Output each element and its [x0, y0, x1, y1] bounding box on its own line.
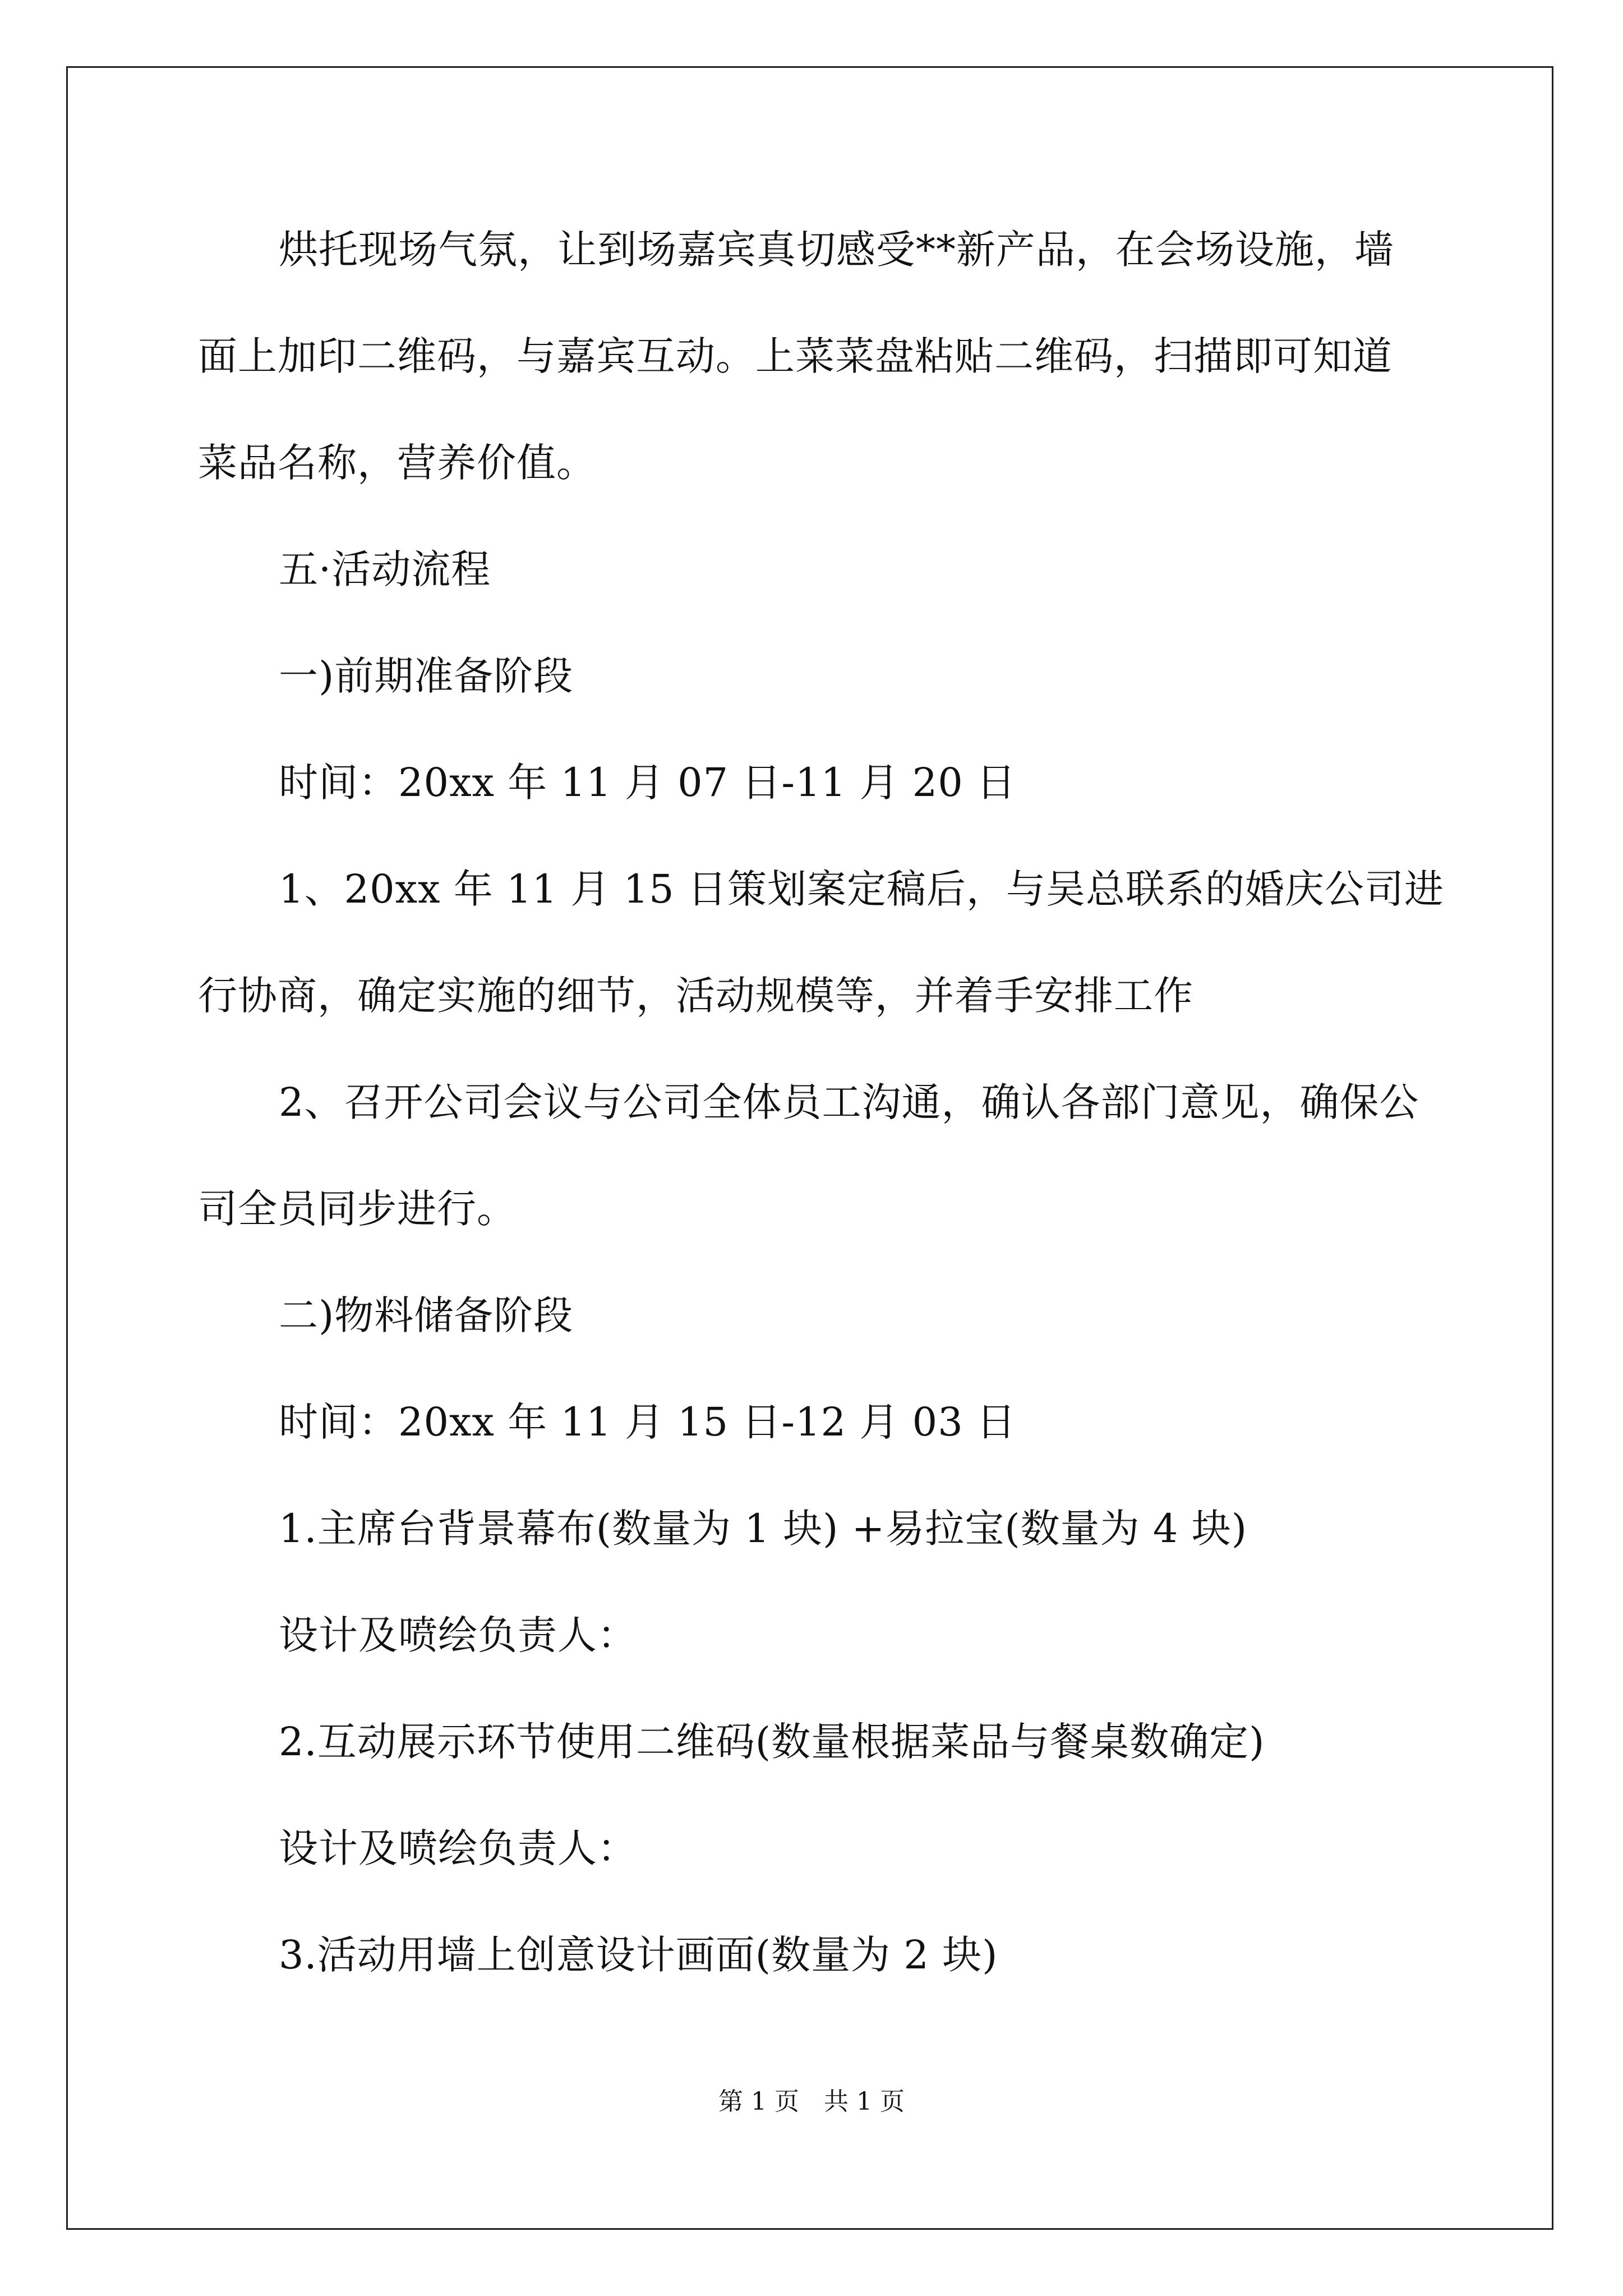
list-item: 1.主席台背景幕布(数量为 1 块) +易拉宝(数量为 4 块)	[279, 1506, 1248, 1552]
page-border	[66, 66, 1553, 2230]
page-footer: 第 1 页 共 1 页	[718, 2087, 905, 2116]
paragraph-line: 1、20xx 年 11 月 15 日策划案定稿后，与吴总联系的婚庆公司进	[279, 866, 1444, 912]
subsection-heading: 二)物料储备阶段	[279, 1292, 574, 1338]
time-line: 时间：20xx 年 11 月 07 日-11 月 20 日	[279, 760, 1016, 806]
subsection-heading: 一)前期准备阶段	[279, 653, 574, 699]
paragraph-line: 烘托现场气氛，让到场嘉宾真切感受**新产品，在会场设施，墙	[279, 227, 1394, 273]
list-item: 2.互动展示环节使用二维码(数量根据菜品与餐桌数确定)	[279, 1719, 1265, 1765]
paragraph-line: 行协商，确定实施的细节，活动规模等，并着手安排工作	[198, 973, 1193, 1019]
paragraph-line: 面上加印二维码，与嘉宾互动。上菜菜盘粘贴二维码，扫描即可知道	[198, 333, 1393, 379]
responsible-label: 设计及喷绘负责人：	[279, 1825, 637, 1871]
list-item: 3.活动用墙上创意设计画面(数量为 2 块)	[279, 1932, 998, 1978]
paragraph-line: 菜品名称，营养价值。	[198, 440, 596, 486]
paragraph-line: 司全员同步进行。	[198, 1186, 517, 1232]
section-heading: 五·活动流程	[279, 546, 491, 592]
responsible-label: 设计及喷绘负责人：	[279, 1612, 637, 1658]
time-line: 时间：20xx 年 11 月 15 日-12 月 03 日	[279, 1399, 1016, 1445]
paragraph-line: 2、召开公司会议与公司全体员工沟通，确认各部门意见，确保公	[279, 1079, 1419, 1125]
